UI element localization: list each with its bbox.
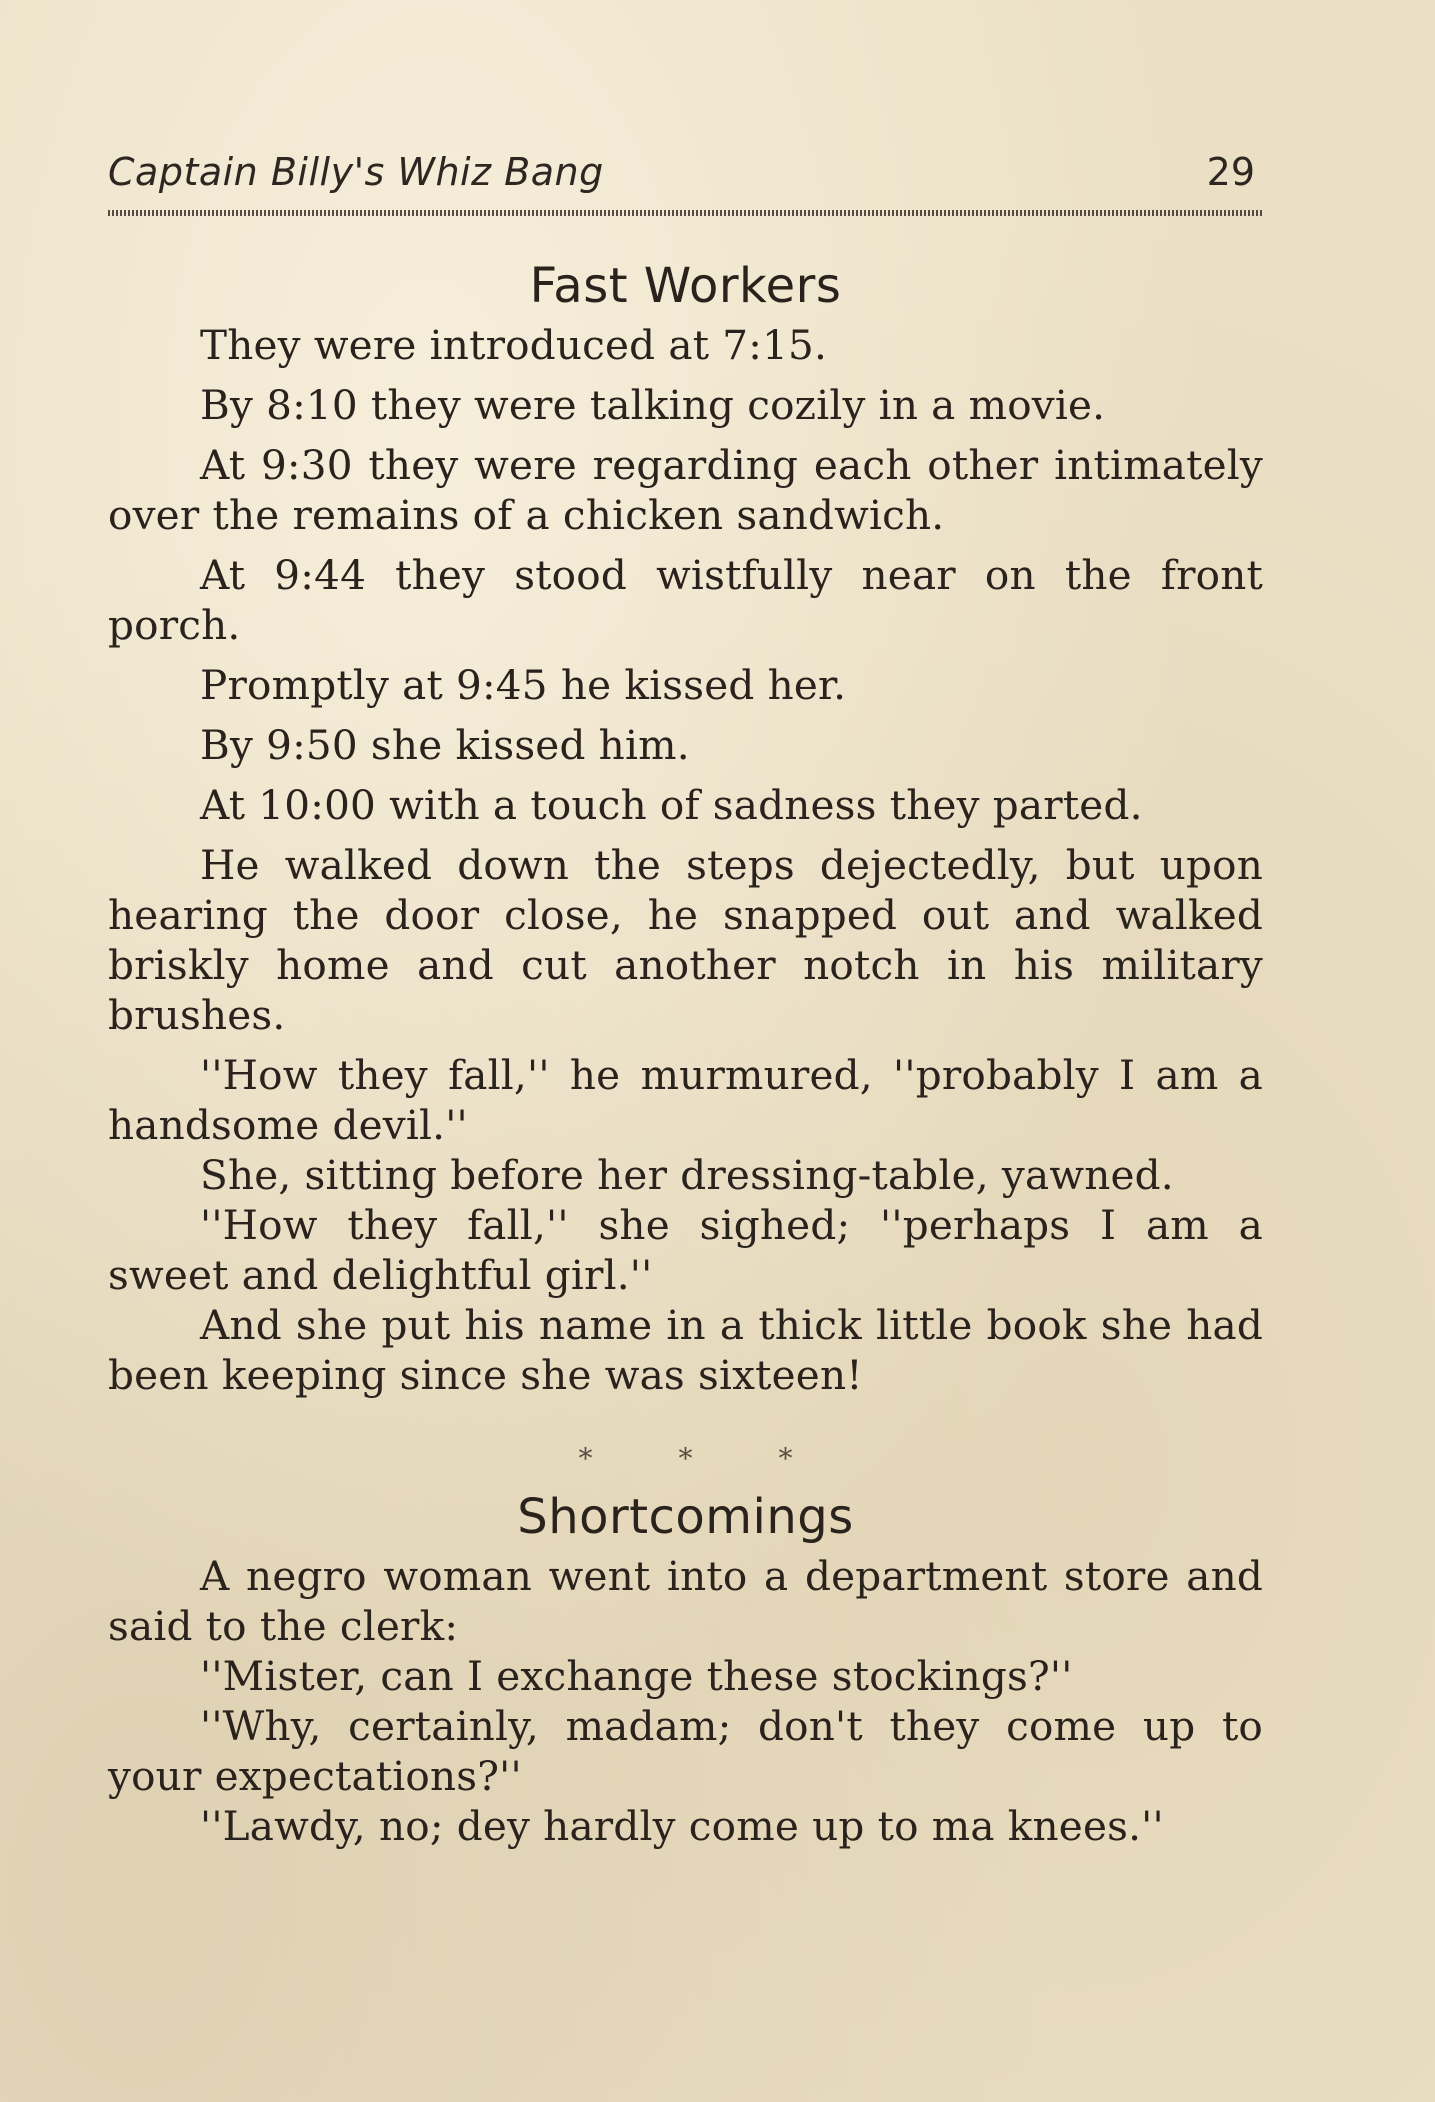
paragraph: Promptly at 9:45 he kissed her. — [200, 661, 847, 709]
paragraph: They were introduced at 7:15. — [200, 321, 828, 369]
article-title-fast-workers: Fast Workers — [529, 258, 842, 314]
separator-star: * — [778, 1442, 793, 1475]
section-separator — [108, 1442, 1263, 1475]
book-page — [108, 150, 1263, 1851]
paragraph: At 9:30 they were regarding each other intimately over the remains of a chicken sandwich. — [108, 441, 1263, 539]
paragraph: By 8:10 they were talking cozily in a movie. — [200, 381, 1106, 429]
paragraph: At 9:44 they stood wistfully near on the front porch. — [108, 551, 1263, 649]
separator-star: * — [678, 1442, 693, 1475]
paragraph: ''Why, certainly, madam; don't they come up to your expectations?'' — [108, 1702, 1263, 1800]
running-header — [108, 150, 1263, 206]
paragraph: A negro woman went into a department store and said to the clerk: — [108, 1552, 1263, 1650]
article-title-shortcomings: Shortcomings — [517, 1489, 854, 1545]
paragraph: ''Mister, can I exchange these stockings?'' — [200, 1652, 1073, 1700]
paragraph: And she put his name in a thick little book she had been keeping since she was sixteen! — [108, 1301, 1263, 1399]
page-number: 29 — [1206, 150, 1255, 194]
paragraph: ''How they fall,'' she sighed; ''perhaps I am a sweet and delightful girl.'' — [108, 1201, 1263, 1299]
paragraph: He walked down the steps dejectedly, but upon hearing the door close, he snapped out and walked briskly home and cut another notch in his military brushes. — [108, 841, 1263, 1039]
header-rule — [108, 210, 1263, 216]
paragraph: She, sitting before her dressing-table, yawned. — [200, 1151, 1174, 1199]
separator-star: * — [578, 1442, 593, 1475]
paragraph: ''How they fall,'' he murmured, ''probably I am a handsome devil.'' — [108, 1051, 1263, 1149]
paragraph: ''Lawdy, no; dey hardly come up to ma knees.'' — [200, 1802, 1164, 1850]
paragraph: By 9:50 she kissed him. — [200, 721, 690, 769]
paragraph: At 10:00 with a touch of sadness they parted. — [200, 781, 1143, 829]
running-title: Captain Billy's Whiz Bang — [108, 150, 604, 194]
